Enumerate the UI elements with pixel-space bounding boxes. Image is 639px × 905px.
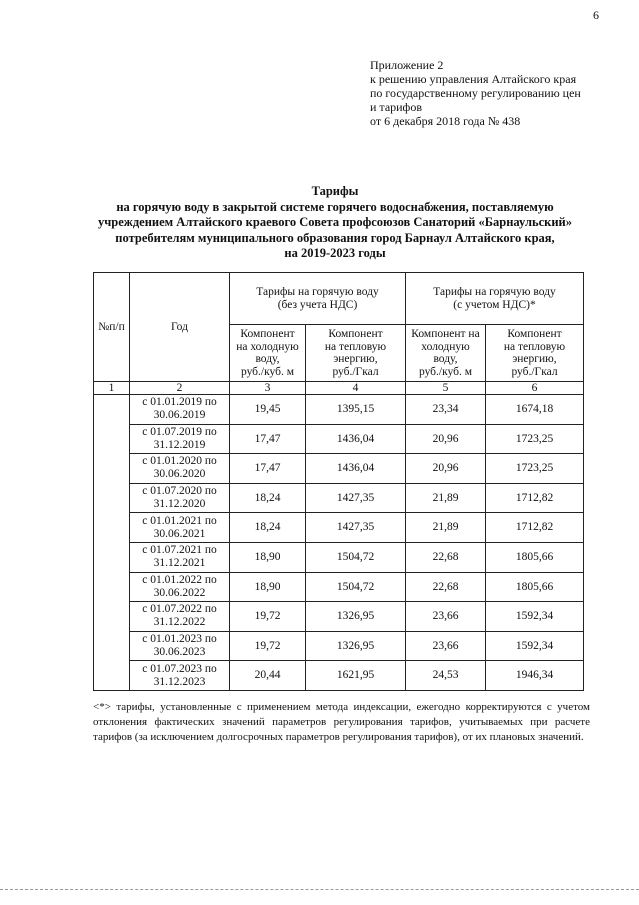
period-cell bbox=[130, 631, 230, 661]
scan-edge-rule bbox=[0, 889, 639, 890]
cold-value: 19,72 bbox=[230, 602, 306, 632]
heat-value: 1427,35 bbox=[306, 483, 406, 513]
header-line: Компонент bbox=[507, 328, 562, 340]
cold-value: 18,90 bbox=[230, 542, 306, 572]
header-group-line: (с учетом НДС)* bbox=[453, 298, 536, 311]
period-start: с 01.07.2022 по bbox=[142, 603, 217, 616]
header-heat-component bbox=[306, 325, 406, 382]
period-end: 31.12.2019 bbox=[153, 438, 206, 451]
column-number: 4 bbox=[306, 382, 406, 395]
period-cell bbox=[130, 542, 230, 572]
header-group-no-vat bbox=[230, 273, 406, 325]
table-row bbox=[94, 572, 584, 602]
cold-vat-value: 20,96 bbox=[406, 424, 486, 454]
period-end: 30.06.2020 bbox=[153, 468, 206, 481]
cold-vat-value: 22,68 bbox=[406, 572, 486, 602]
cold-value: 18,24 bbox=[230, 483, 306, 513]
table-row bbox=[94, 454, 584, 484]
heat-vat-value: 1805,66 bbox=[486, 542, 584, 572]
header-group-line: Тарифы на горячую воду bbox=[256, 286, 379, 298]
table-row bbox=[94, 631, 584, 661]
header-line: на холодную bbox=[236, 340, 299, 353]
column-number: 3 bbox=[230, 382, 306, 395]
heat-vat-value: 1674,18 bbox=[486, 395, 584, 425]
cold-value: 20,44 bbox=[230, 661, 306, 691]
period-cell bbox=[130, 513, 230, 543]
header-year: Год bbox=[130, 273, 230, 382]
title-line: учреждением Алтайского краевого Совета профсоюзов Санаторий «Барнаульский» bbox=[97, 215, 572, 229]
appendix-line: по государственному регулированию цен bbox=[370, 86, 581, 100]
cold-value: 19,72 bbox=[230, 631, 306, 661]
period-end: 30.06.2019 bbox=[153, 409, 206, 422]
appendix-line: и тарифов bbox=[370, 100, 423, 114]
heat-value: 1436,04 bbox=[306, 424, 406, 454]
period-cell bbox=[130, 424, 230, 454]
heat-vat-value: 1805,66 bbox=[486, 572, 584, 602]
header-line: воду, bbox=[433, 353, 458, 365]
period-cell bbox=[130, 661, 230, 691]
heat-vat-value: 1712,82 bbox=[486, 483, 584, 513]
period-start: с 01.01.2020 по bbox=[142, 455, 217, 468]
period-start: с 01.01.2019 по bbox=[142, 396, 217, 409]
table-row bbox=[94, 395, 584, 425]
column-number: 5 bbox=[406, 382, 486, 395]
period-end: 31.12.2020 bbox=[153, 498, 206, 511]
cold-value: 18,24 bbox=[230, 513, 306, 543]
period-end: 30.06.2023 bbox=[153, 646, 206, 659]
tariff-table bbox=[93, 272, 584, 691]
heat-vat-value: 1712,82 bbox=[486, 513, 584, 543]
heat-value: 1621,95 bbox=[306, 661, 406, 691]
heat-value: 1504,72 bbox=[306, 572, 406, 602]
header-group-line: (без учета НДС) bbox=[277, 298, 358, 311]
heat-value: 1504,72 bbox=[306, 542, 406, 572]
period-start: с 01.07.2023 по bbox=[142, 662, 217, 675]
period-cell bbox=[130, 483, 230, 513]
cold-value: 17,47 bbox=[230, 424, 306, 454]
table-row bbox=[94, 542, 584, 572]
header-line: Компонент bbox=[240, 328, 295, 340]
header-group-line: Тарифы на горячую воду bbox=[433, 286, 556, 298]
cold-vat-value: 23,66 bbox=[406, 602, 486, 632]
period-end: 31.12.2021 bbox=[153, 557, 206, 570]
title-line: потребителям муниципального образования город Барнаул Алтайского края, bbox=[115, 230, 555, 245]
table-row bbox=[94, 513, 584, 543]
period-start: с 01.01.2021 по bbox=[142, 514, 217, 527]
title-line: на 2019-2023 годы bbox=[284, 246, 386, 260]
header-line: руб./куб. м bbox=[418, 365, 473, 378]
column-number: 6 bbox=[486, 382, 584, 395]
period-cell bbox=[130, 572, 230, 602]
heat-vat-value: 1723,25 bbox=[486, 454, 584, 484]
header-line: Компонент на bbox=[411, 328, 480, 340]
column-number: 1 bbox=[94, 382, 130, 395]
heat-value: 1427,35 bbox=[306, 513, 406, 543]
header-line: руб./куб. м bbox=[240, 365, 295, 378]
heat-vat-value: 1592,34 bbox=[486, 631, 584, 661]
table-row bbox=[94, 483, 584, 513]
header-line: на тепловую bbox=[503, 340, 566, 353]
header-line: руб./Гкал bbox=[332, 365, 379, 378]
cold-vat-value: 22,68 bbox=[406, 542, 486, 572]
period-end: 30.06.2021 bbox=[153, 527, 206, 540]
period-cell bbox=[130, 395, 230, 425]
header-cold-component-vat bbox=[406, 325, 486, 382]
appendix-line: к решению управления Алтайского края bbox=[370, 72, 577, 86]
appendix-line: Приложение 2 bbox=[370, 58, 444, 72]
cold-vat-value: 21,89 bbox=[406, 513, 486, 543]
table-row bbox=[94, 661, 584, 691]
cold-value: 18,90 bbox=[230, 572, 306, 602]
period-start: с 01.01.2023 по bbox=[142, 633, 217, 646]
header-line: на тепловую bbox=[324, 340, 387, 353]
header-line: холодную bbox=[421, 340, 470, 353]
title-line: Тарифы bbox=[311, 184, 359, 198]
header-group-vat bbox=[406, 273, 584, 325]
row-number-cell bbox=[94, 395, 130, 691]
period-end: 30.06.2022 bbox=[153, 586, 206, 599]
period-end: 31.12.2023 bbox=[153, 675, 206, 688]
cold-vat-value: 24,53 bbox=[406, 661, 486, 691]
heat-vat-value: 1723,25 bbox=[486, 424, 584, 454]
header-heat-component-vat bbox=[486, 325, 584, 382]
heat-vat-value: 1592,34 bbox=[486, 602, 584, 632]
document-title bbox=[70, 184, 600, 262]
period-start: с 01.07.2021 по bbox=[142, 544, 217, 557]
title-line: на горячую воду в закрытой системе горячего водоснабжения, поставляемую bbox=[116, 199, 554, 214]
header-cold-component bbox=[230, 325, 306, 382]
header-num: №п/п bbox=[94, 273, 130, 382]
heat-vat-value: 1946,34 bbox=[486, 661, 584, 691]
heat-value: 1395,15 bbox=[306, 395, 406, 425]
footnote: <*> тарифы, установленные с применением метода индексации, ежегодно корректируются с учетом отклонения фактических значений параметров регулирования тарифов, учитываемых при расчете тарифов (за исключением долгосрочных параметров регулирования тарифов), от их плановых значений. bbox=[93, 701, 590, 743]
heat-value: 1326,95 bbox=[306, 631, 406, 661]
period-start: с 01.01.2022 по bbox=[142, 573, 217, 586]
appendix-reference bbox=[370, 58, 620, 128]
period-start: с 01.07.2020 по bbox=[142, 485, 217, 498]
header-line: энергию, bbox=[333, 353, 378, 365]
header-line: руб./Гкал bbox=[511, 365, 558, 378]
period-start: с 01.07.2019 по bbox=[142, 425, 217, 438]
header-line: энергию, bbox=[512, 353, 557, 365]
cold-value: 17,47 bbox=[230, 454, 306, 484]
cold-vat-value: 21,89 bbox=[406, 483, 486, 513]
cold-value: 19,45 bbox=[230, 395, 306, 425]
cold-vat-value: 20,96 bbox=[406, 454, 486, 484]
heat-value: 1326,95 bbox=[306, 602, 406, 632]
heat-value: 1436,04 bbox=[306, 454, 406, 484]
cold-vat-value: 23,66 bbox=[406, 631, 486, 661]
table-row bbox=[94, 424, 584, 454]
period-end: 31.12.2022 bbox=[153, 616, 206, 629]
page-number: 6 bbox=[593, 8, 599, 22]
column-number: 2 bbox=[130, 382, 230, 395]
period-cell bbox=[130, 454, 230, 484]
table-row bbox=[94, 602, 584, 632]
period-cell bbox=[130, 602, 230, 632]
cold-vat-value: 23,34 bbox=[406, 395, 486, 425]
appendix-line: от 6 декабря 2018 года № 438 bbox=[370, 114, 521, 128]
header-line: Компонент bbox=[328, 328, 383, 340]
header-line: воду, bbox=[255, 353, 280, 365]
